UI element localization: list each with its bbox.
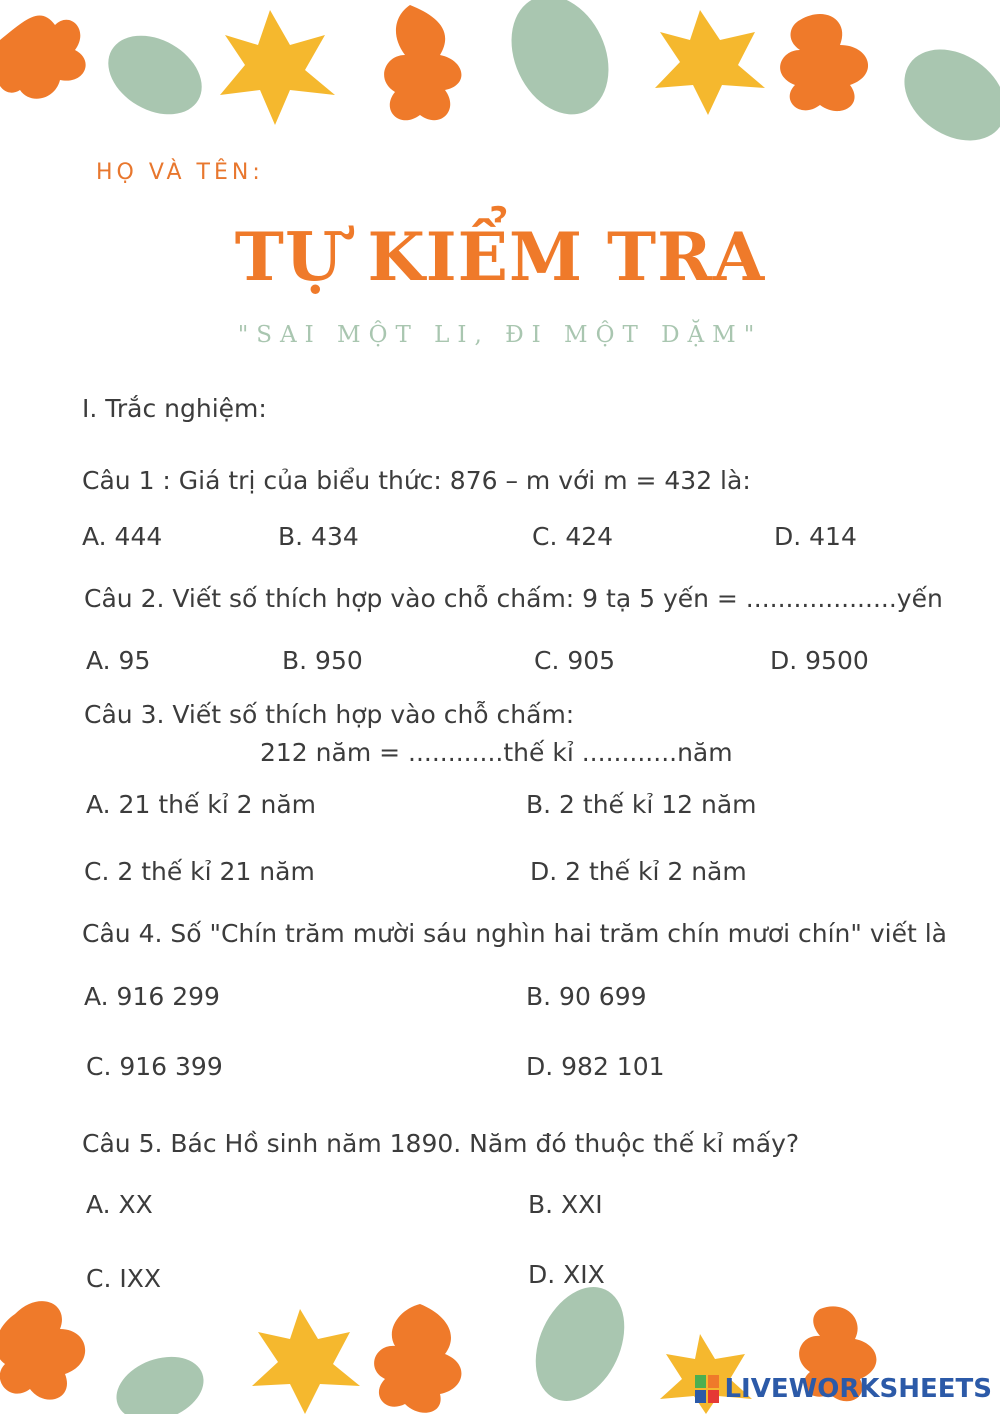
question-1-option-b[interactable]: B. 434 — [278, 522, 359, 551]
liveworksheets-logo-text: LIVEWORKSHEETS — [724, 1374, 992, 1404]
orange-oak-leaf-icon — [384, 5, 461, 120]
question-4-option-a[interactable]: A. 916 299 — [84, 982, 220, 1011]
question-5-option-a[interactable]: A. XX — [86, 1190, 153, 1219]
question-3-text: Câu 3. Viết số thích hợp vào chỗ chấm: — [84, 700, 575, 729]
sage-leaf-icon — [887, 31, 1000, 150]
question-5-option-b[interactable]: B. XXI — [528, 1190, 603, 1219]
question-4-option-b[interactable]: B. 90 699 — [526, 982, 647, 1011]
section-heading: I. Trắc nghiệm: — [82, 394, 267, 423]
question-3-option-a[interactable]: A. 21 thế kỉ 2 năm — [86, 790, 317, 819]
orange-oak-leaf-icon — [374, 1304, 461, 1413]
question-2-option-d[interactable]: D. 9500 — [770, 646, 869, 675]
question-4-option-c[interactable]: C. 916 399 — [86, 1052, 223, 1081]
question-3-blank-line: 212 năm = ............thế kỉ ............năm — [260, 738, 733, 767]
orange-oak-leaf-icon — [780, 14, 868, 111]
yellow-maple-leaf-icon — [655, 10, 765, 115]
yellow-maple-leaf-icon — [220, 10, 335, 125]
sage-leaf-icon — [94, 20, 216, 131]
sage-leaf-icon — [493, 0, 627, 130]
question-2-option-b[interactable]: B. 950 — [282, 646, 363, 675]
page-subtitle: "SAI MỘT LI, ĐI MỘT DẶM" — [237, 322, 763, 348]
name-label: HỌ VÀ TÊN: — [96, 160, 264, 185]
question-5-option-c[interactable]: C. IXX — [86, 1264, 161, 1293]
orange-oak-leaf-icon — [0, 16, 86, 99]
question-4-text: Câu 4. Số "Chín trăm mười sáu nghìn hai trăm chín mươi chín" viết là — [82, 919, 947, 948]
question-2-text: Câu 2. Viết số thích hợp vào chỗ chấm: 9 tạ 5 yến = ...................yến — [84, 584, 943, 613]
question-1-option-c[interactable]: C. 424 — [532, 522, 614, 551]
yellow-maple-leaf-icon — [252, 1309, 360, 1414]
question-3-option-d[interactable]: D. 2 thế kỉ 2 năm — [530, 857, 747, 886]
question-3-option-c[interactable]: C. 2 thế kỉ 21 năm — [84, 857, 315, 886]
decorative-leaves-top — [0, 0, 1000, 150]
question-4-option-d[interactable]: D. 982 101 — [526, 1052, 665, 1081]
question-5-option-d[interactable]: D. XIX — [528, 1260, 605, 1289]
question-3-option-b[interactable]: B. 2 thế kỉ 12 năm — [526, 790, 757, 819]
liveworksheets-logo[interactable] — [694, 1372, 992, 1406]
question-2-option-a[interactable]: A. 95 — [86, 646, 151, 675]
question-2-option-c[interactable]: C. 905 — [534, 646, 616, 675]
question-1-option-d[interactable]: D. 414 — [774, 522, 857, 551]
question-5-text: Câu 5. Bác Hồ sinh năm 1890. Năm đó thuộc thế kỉ mấy? — [82, 1129, 800, 1158]
sage-leaf-icon — [107, 1345, 212, 1414]
question-1-option-a[interactable]: A. 444 — [82, 522, 163, 551]
question-1-text: Câu 1 : Giá trị của biểu thức: 876 – m với m = 432 là: — [82, 466, 751, 495]
liveworksheets-logo-icon — [694, 1374, 720, 1404]
orange-oak-leaf-icon — [0, 1301, 85, 1399]
sage-leaf-icon — [518, 1284, 641, 1414]
page-title: TỰ KIỂM TRA — [234, 218, 766, 296]
